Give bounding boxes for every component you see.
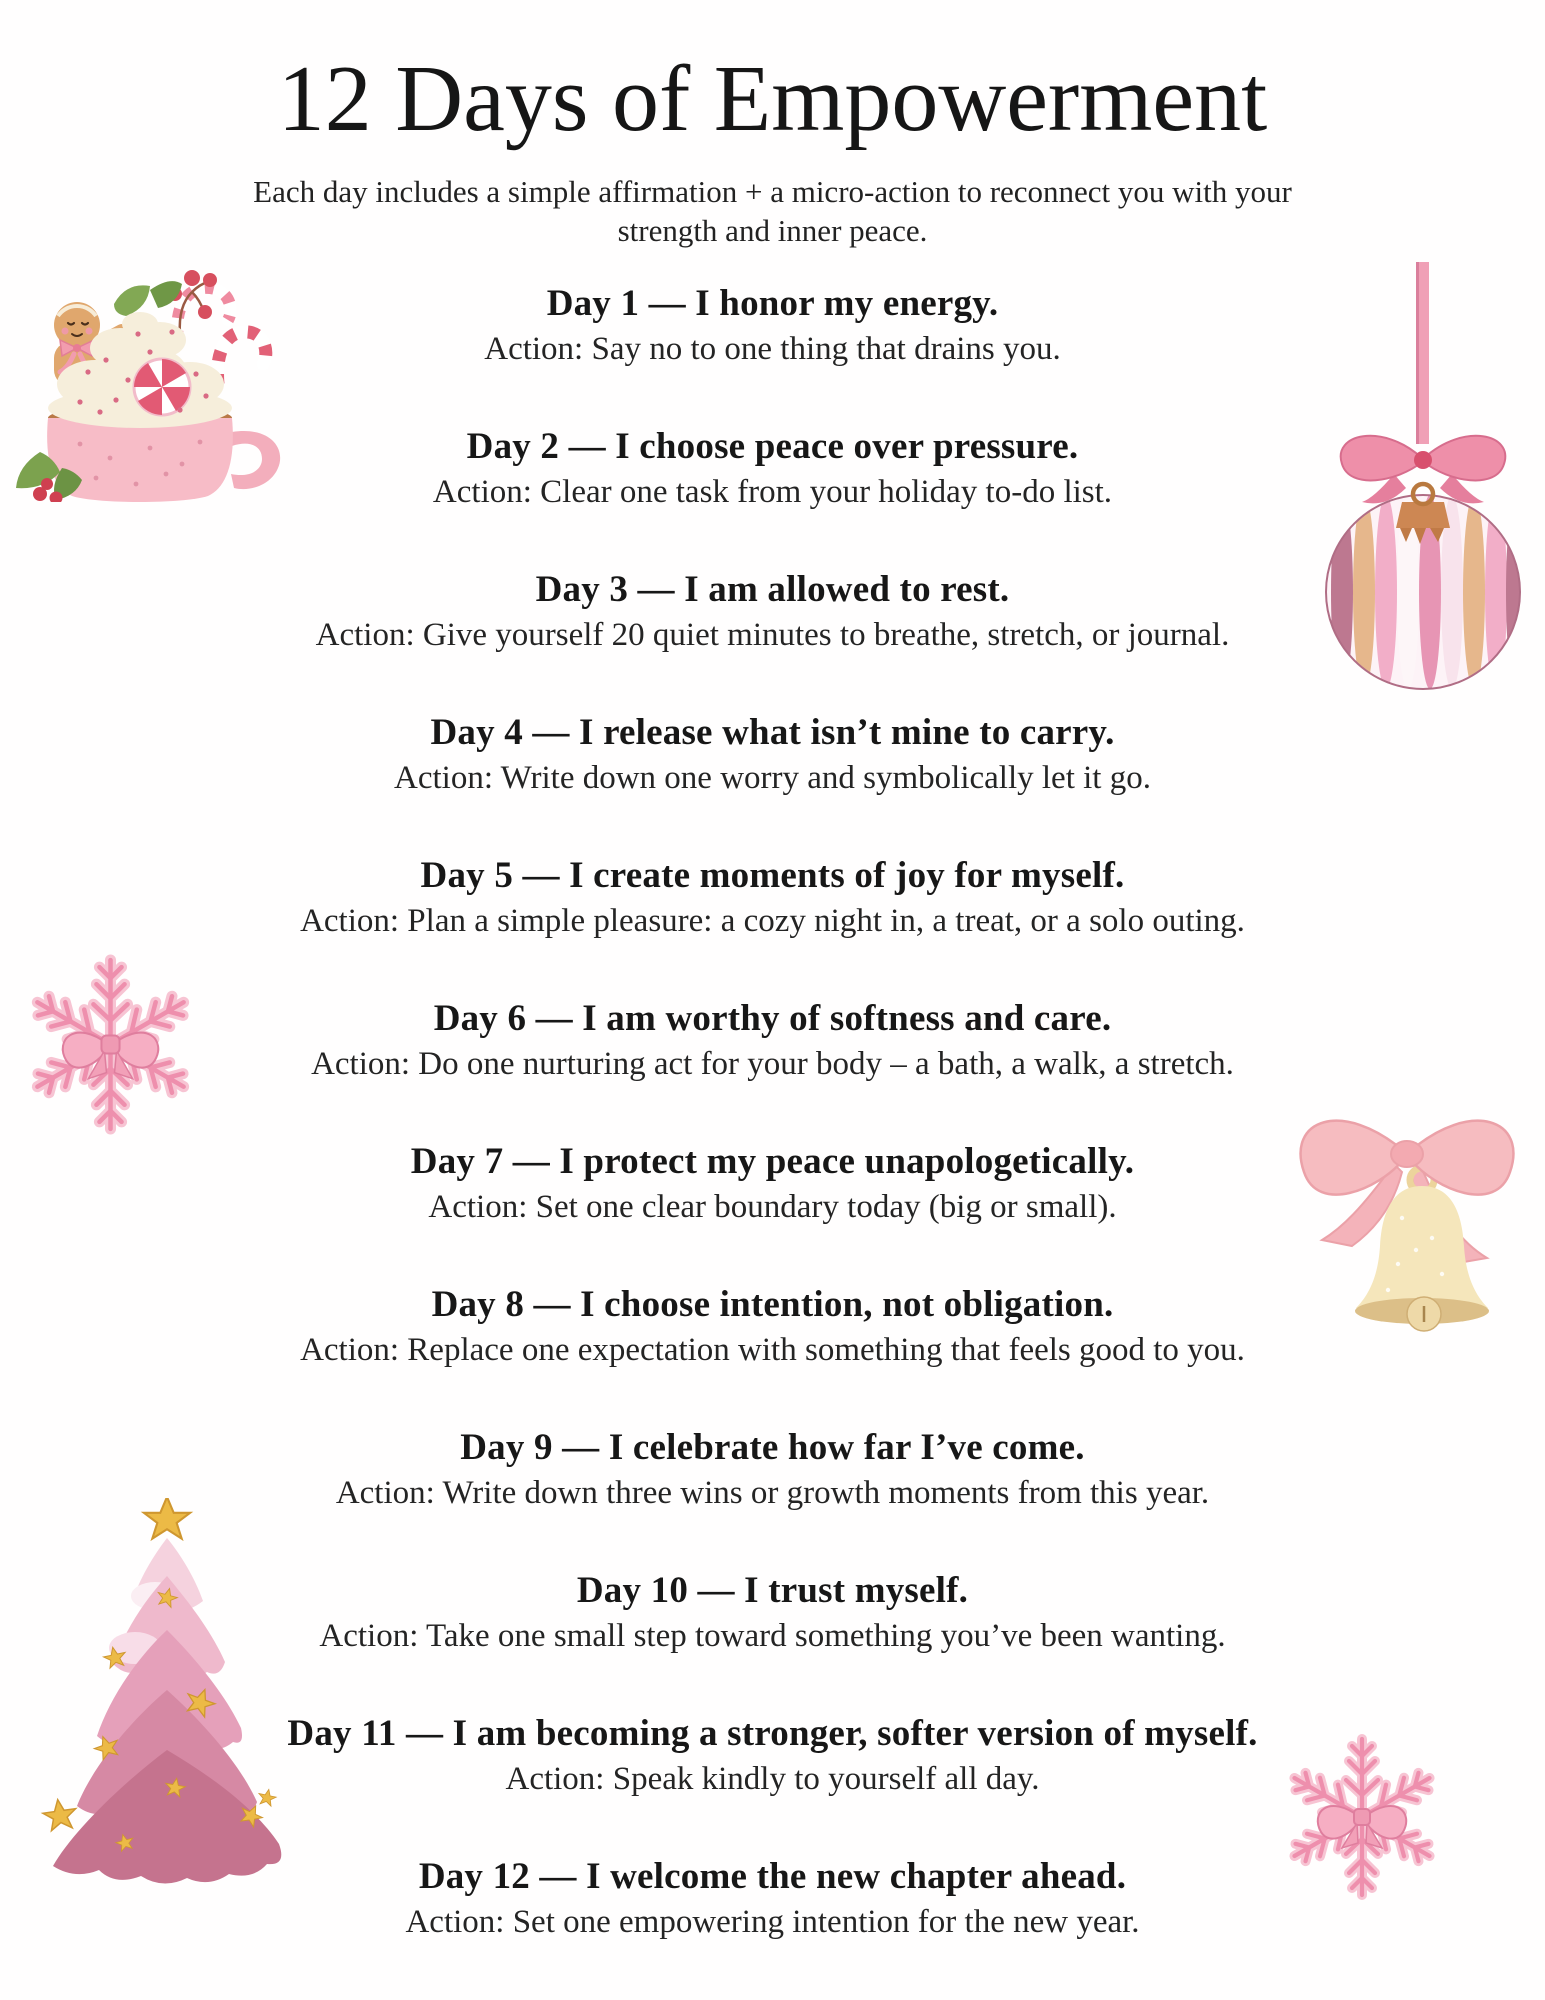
day-action: Action: Say no to one thing that drains you. xyxy=(484,331,1061,368)
day-entry xyxy=(0,996,1545,1086)
day-entry xyxy=(0,1854,1545,1944)
page-title: 12 Days of Empowerment xyxy=(277,47,1268,151)
day-heading: Day 4 — I release what isn’t mine to carry. xyxy=(430,712,1115,754)
day-action: Action: Clear one task from your holiday to-do list. xyxy=(432,474,1113,511)
day-action: Action: Take one small step toward something you’ve been wanting. xyxy=(319,1618,1226,1655)
day-heading: Day 7 — I protect my peace unapologetically. xyxy=(410,1141,1135,1183)
day-entry xyxy=(0,567,1545,657)
day-heading: Day 6 — I am worthy of softness and care. xyxy=(433,998,1112,1040)
day-heading: Day 9 — I celebrate how far I’ve come. xyxy=(460,1427,1085,1469)
day-heading: Day 5 — I create moments of joy for myself. xyxy=(420,855,1125,897)
day-heading: Day 8 — I choose intention, not obligation. xyxy=(431,1284,1114,1326)
day-entry xyxy=(0,424,1545,514)
day-heading: Day 3 — I am allowed to rest. xyxy=(535,569,1010,611)
day-entry xyxy=(0,1282,1545,1372)
day-action: Action: Set one empowering intention for the new year. xyxy=(405,1904,1140,1941)
day-heading: Day 2 — I choose peace over pressure. xyxy=(466,426,1079,468)
poster-content xyxy=(0,47,1545,1997)
day-entry xyxy=(0,1568,1545,1658)
day-action: Action: Replace one expectation with something that feels good to you. xyxy=(300,1332,1245,1369)
day-entry xyxy=(0,1711,1545,1801)
day-entry xyxy=(0,710,1545,800)
day-action: Action: Set one clear boundary today (big or small). xyxy=(428,1189,1117,1226)
day-action: Action: Plan a simple pleasure: a cozy night in, a treat, or a solo outing. xyxy=(300,903,1245,940)
day-action: Action: Do one nurturing act for your body – a bath, a walk, a stretch. xyxy=(311,1046,1234,1083)
day-heading: Day 12 — I welcome the new chapter ahead. xyxy=(418,1856,1127,1898)
day-action: Action: Speak kindly to yourself all day. xyxy=(505,1761,1040,1798)
page-subtitle: Each day includes a simple affirmation + a micro-action to reconnect you with your strength and inner peace. xyxy=(253,174,1292,249)
day-entry xyxy=(0,281,1545,371)
day-heading: Day 1 — I honor my energy. xyxy=(546,283,999,325)
day-action: Action: Give yourself 20 quiet minutes to breathe, stretch, or journal. xyxy=(315,617,1230,654)
day-heading: Day 11 — I am becoming a stronger, softer version of myself. xyxy=(287,1713,1258,1755)
day-action: Action: Write down three wins or growth moments from this year. xyxy=(335,1475,1210,1512)
day-entry xyxy=(0,1139,1545,1229)
day-entry xyxy=(0,1425,1545,1515)
day-action: Action: Write down one worry and symbolically let it go. xyxy=(394,760,1151,797)
day-heading: Day 10 — I trust myself. xyxy=(576,1570,969,1612)
day-entry xyxy=(0,853,1545,943)
day-list xyxy=(0,281,1545,1944)
